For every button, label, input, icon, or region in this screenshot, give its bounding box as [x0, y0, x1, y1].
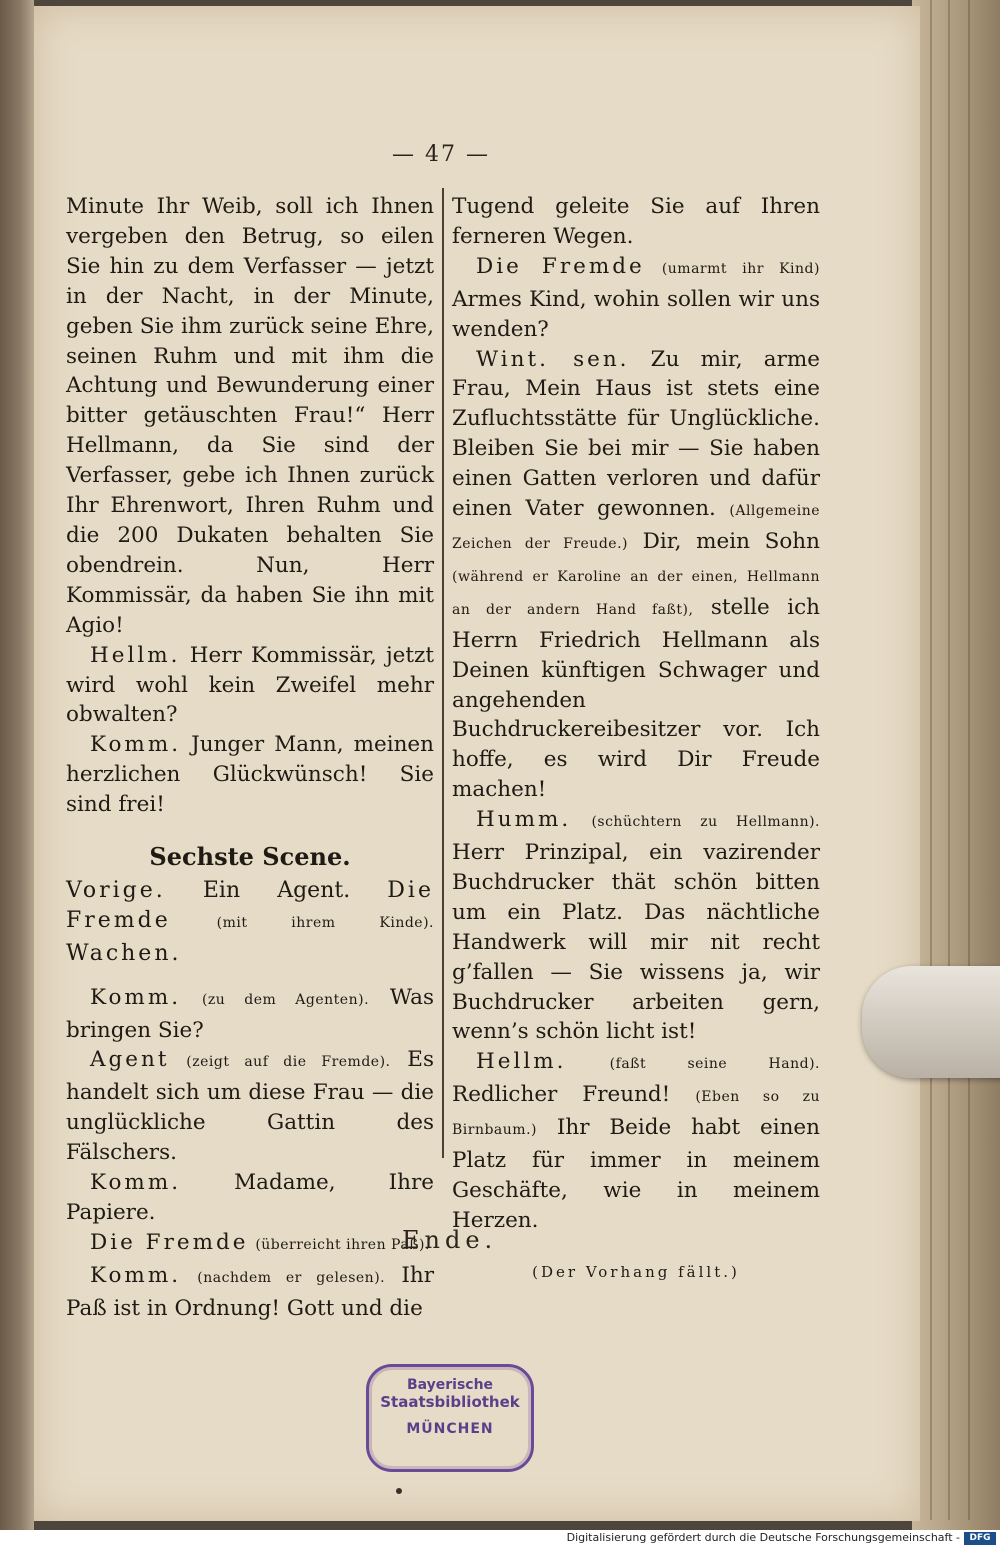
dialogue-text: Ihr Paß ist in Ordnung! Gott und die [66, 1262, 434, 1321]
stage-direction: (Eben so zu Birnbaum.) [452, 1089, 820, 1139]
left-page-edge [0, 0, 34, 1530]
stamp-line: Staatsbibliothek [380, 1393, 520, 1411]
curtain-direction: (Der Vorhang fällt.) [532, 1262, 740, 1281]
dialogue-line [452, 252, 820, 345]
funding-credit: Digitalisierung gefördert durch die Deutsche Forschungsgemeinschaft - [566, 1531, 960, 1544]
dialogue-text: Redlicher Freund! [452, 1082, 671, 1108]
speaker-name: Komm. [90, 984, 182, 1010]
ink-dot [396, 1488, 402, 1494]
stamp-line: MÜNCHEN [406, 1421, 494, 1437]
dialogue-text: Ihr Beide habt einen Platz für immer in meinem Geschäfte, wie in meinem Herzen. [452, 1115, 820, 1233]
cast-member: Ein Agent. [202, 877, 351, 903]
page-stack-line [968, 0, 970, 1520]
paragraph: Tugend geleite Sie auf Ihren ferneren Wegen. [452, 194, 820, 249]
stage-direction: (Allgemeine Zeichen der Freude.) [452, 503, 820, 552]
speaker-name: Komm. [90, 1262, 182, 1288]
dialogue-text: stelle ich Herrn Friedrich Hellmann als Deinen künftigen Schwager und angehenden Buchdruckereibesitzer vor. Ich hoffe, es wird Dir Freude machen! [452, 594, 820, 803]
stage-direction: (mit ihrem Kinde). [216, 914, 434, 931]
page-stack-line [948, 0, 950, 1520]
speaker-name: Hellm. [90, 642, 181, 668]
right-page-stack [912, 0, 1000, 1530]
speaker-name: Humm. [476, 807, 572, 833]
dialogue-text: Madame, Ihre Papiere. [66, 1170, 434, 1225]
stamp-line: Bayerische [406, 1377, 494, 1393]
column-divider [442, 188, 444, 1158]
dialogue-line [66, 641, 434, 731]
speaker-name: Komm. [90, 732, 182, 758]
page-stack-line [930, 0, 932, 1520]
library-stamp [366, 1364, 534, 1472]
speaker-name: Die Fremde [90, 1229, 249, 1255]
stage-direction: (schüchtern zu Hellmann). [591, 814, 820, 831]
stage-direction: (zu dem Agenten). [201, 991, 370, 1008]
stage-direction: (faßt seine Hand). [609, 1056, 820, 1073]
stage-direction: (während er Karoline an der einen, Hellmann an der andern Hand faßt), [452, 568, 820, 618]
page-number: — 47 — [392, 142, 490, 167]
paragraph: Minute Ihr Weib, soll ich Ihnen vergeben den Betrug, so eilen Sie hin zu dem Verfasser — jetzt in der Nacht, in der Minute, geben Sie ihm zurück seine Ehre, seinen Ruhm und mit ihm die Achtung und Bewunderung einer bitter getäuschten Frau!“ Herr Hellmann, da Sie sind der Verfasser, gebe ich Ihnen zurück Ihr Ehrenwort, Ihren Ruhm und die 200 Dukaten behalten Sie obendrein. Nun, Herr Kommissär, da haben Sie ihn mit Agio! [66, 194, 434, 638]
spacer [66, 969, 434, 983]
dialogue-line [66, 983, 434, 1046]
dialogue-line [66, 1168, 434, 1228]
scene-title: Sechste Scene. [149, 842, 351, 872]
cast-list [66, 876, 434, 969]
cast-member: Wachen. [66, 940, 182, 966]
dialogue-line [66, 1228, 434, 1261]
end-marker: Ende. [402, 1226, 498, 1254]
dialogue-text: Was bringen Sie? [66, 984, 434, 1043]
dialogue-text: Herr Kommissär, jetzt wird wohl kein Zweifel mehr obwalten? [66, 642, 434, 728]
dialogue-text: Herr Prinzipal, ein vazirender Buchdrucker thät schön bitten um ein Platz. Das nächtliche Handwerk will mir nit recht g’fallen — Sie wissens ja, wir Buchdrucker arbeiten gern, wenn’s schön licht ist! [452, 840, 820, 1045]
stage-direction: (zeigt auf die Fremde). [186, 1054, 391, 1071]
dialogue-line [452, 805, 820, 1047]
speaker-name: Wint. sen. [476, 346, 630, 372]
dfg-logo-icon: DFG [964, 1532, 996, 1545]
dialogue-line [452, 345, 820, 806]
cast-member: Die Fremde [66, 877, 434, 933]
dialogue-text: Zu mir, arme Frau, Mein Haus ist stets eine Zufluchtsstätte für Unglückliche. Bleiben Sie bei mir — Sie haben einen Gatten verloren und dafür einen Vater gewonnen. [452, 346, 820, 522]
cast-member: Vorige. [66, 877, 166, 903]
dialogue-line [452, 1047, 820, 1235]
page-clip [862, 966, 1000, 1078]
right-column [452, 192, 820, 1288]
dialogue-text: Armes Kind, wohin sollen wir uns wenden? [452, 286, 820, 342]
speaker-name: Komm. [90, 1170, 182, 1196]
speaker-name: Agent [90, 1047, 170, 1073]
dialogue-line [66, 1261, 434, 1324]
dialogue-text: Junger Mann, meinen herzlichen Glückwünsch! Sie sind frei! [66, 732, 435, 818]
dialogue-text: Es handelt sich um diese Frau — die unglückliche Gattin des Fälschers. [66, 1047, 434, 1166]
stage-direction: (nachdem er gelesen). [197, 1269, 386, 1286]
speaker-name: Die Fremde [476, 253, 645, 279]
stage-direction: (überreicht ihren Paß). [255, 1236, 430, 1253]
dialogue-text: Dir, mein Sohn [642, 528, 820, 554]
stage-direction: (umarmt ihr Kind) [661, 260, 820, 277]
dialogue-line [66, 730, 434, 820]
speaker-name: Hellm. [476, 1049, 567, 1075]
dialogue-line [66, 1045, 434, 1168]
left-column [66, 192, 434, 1324]
